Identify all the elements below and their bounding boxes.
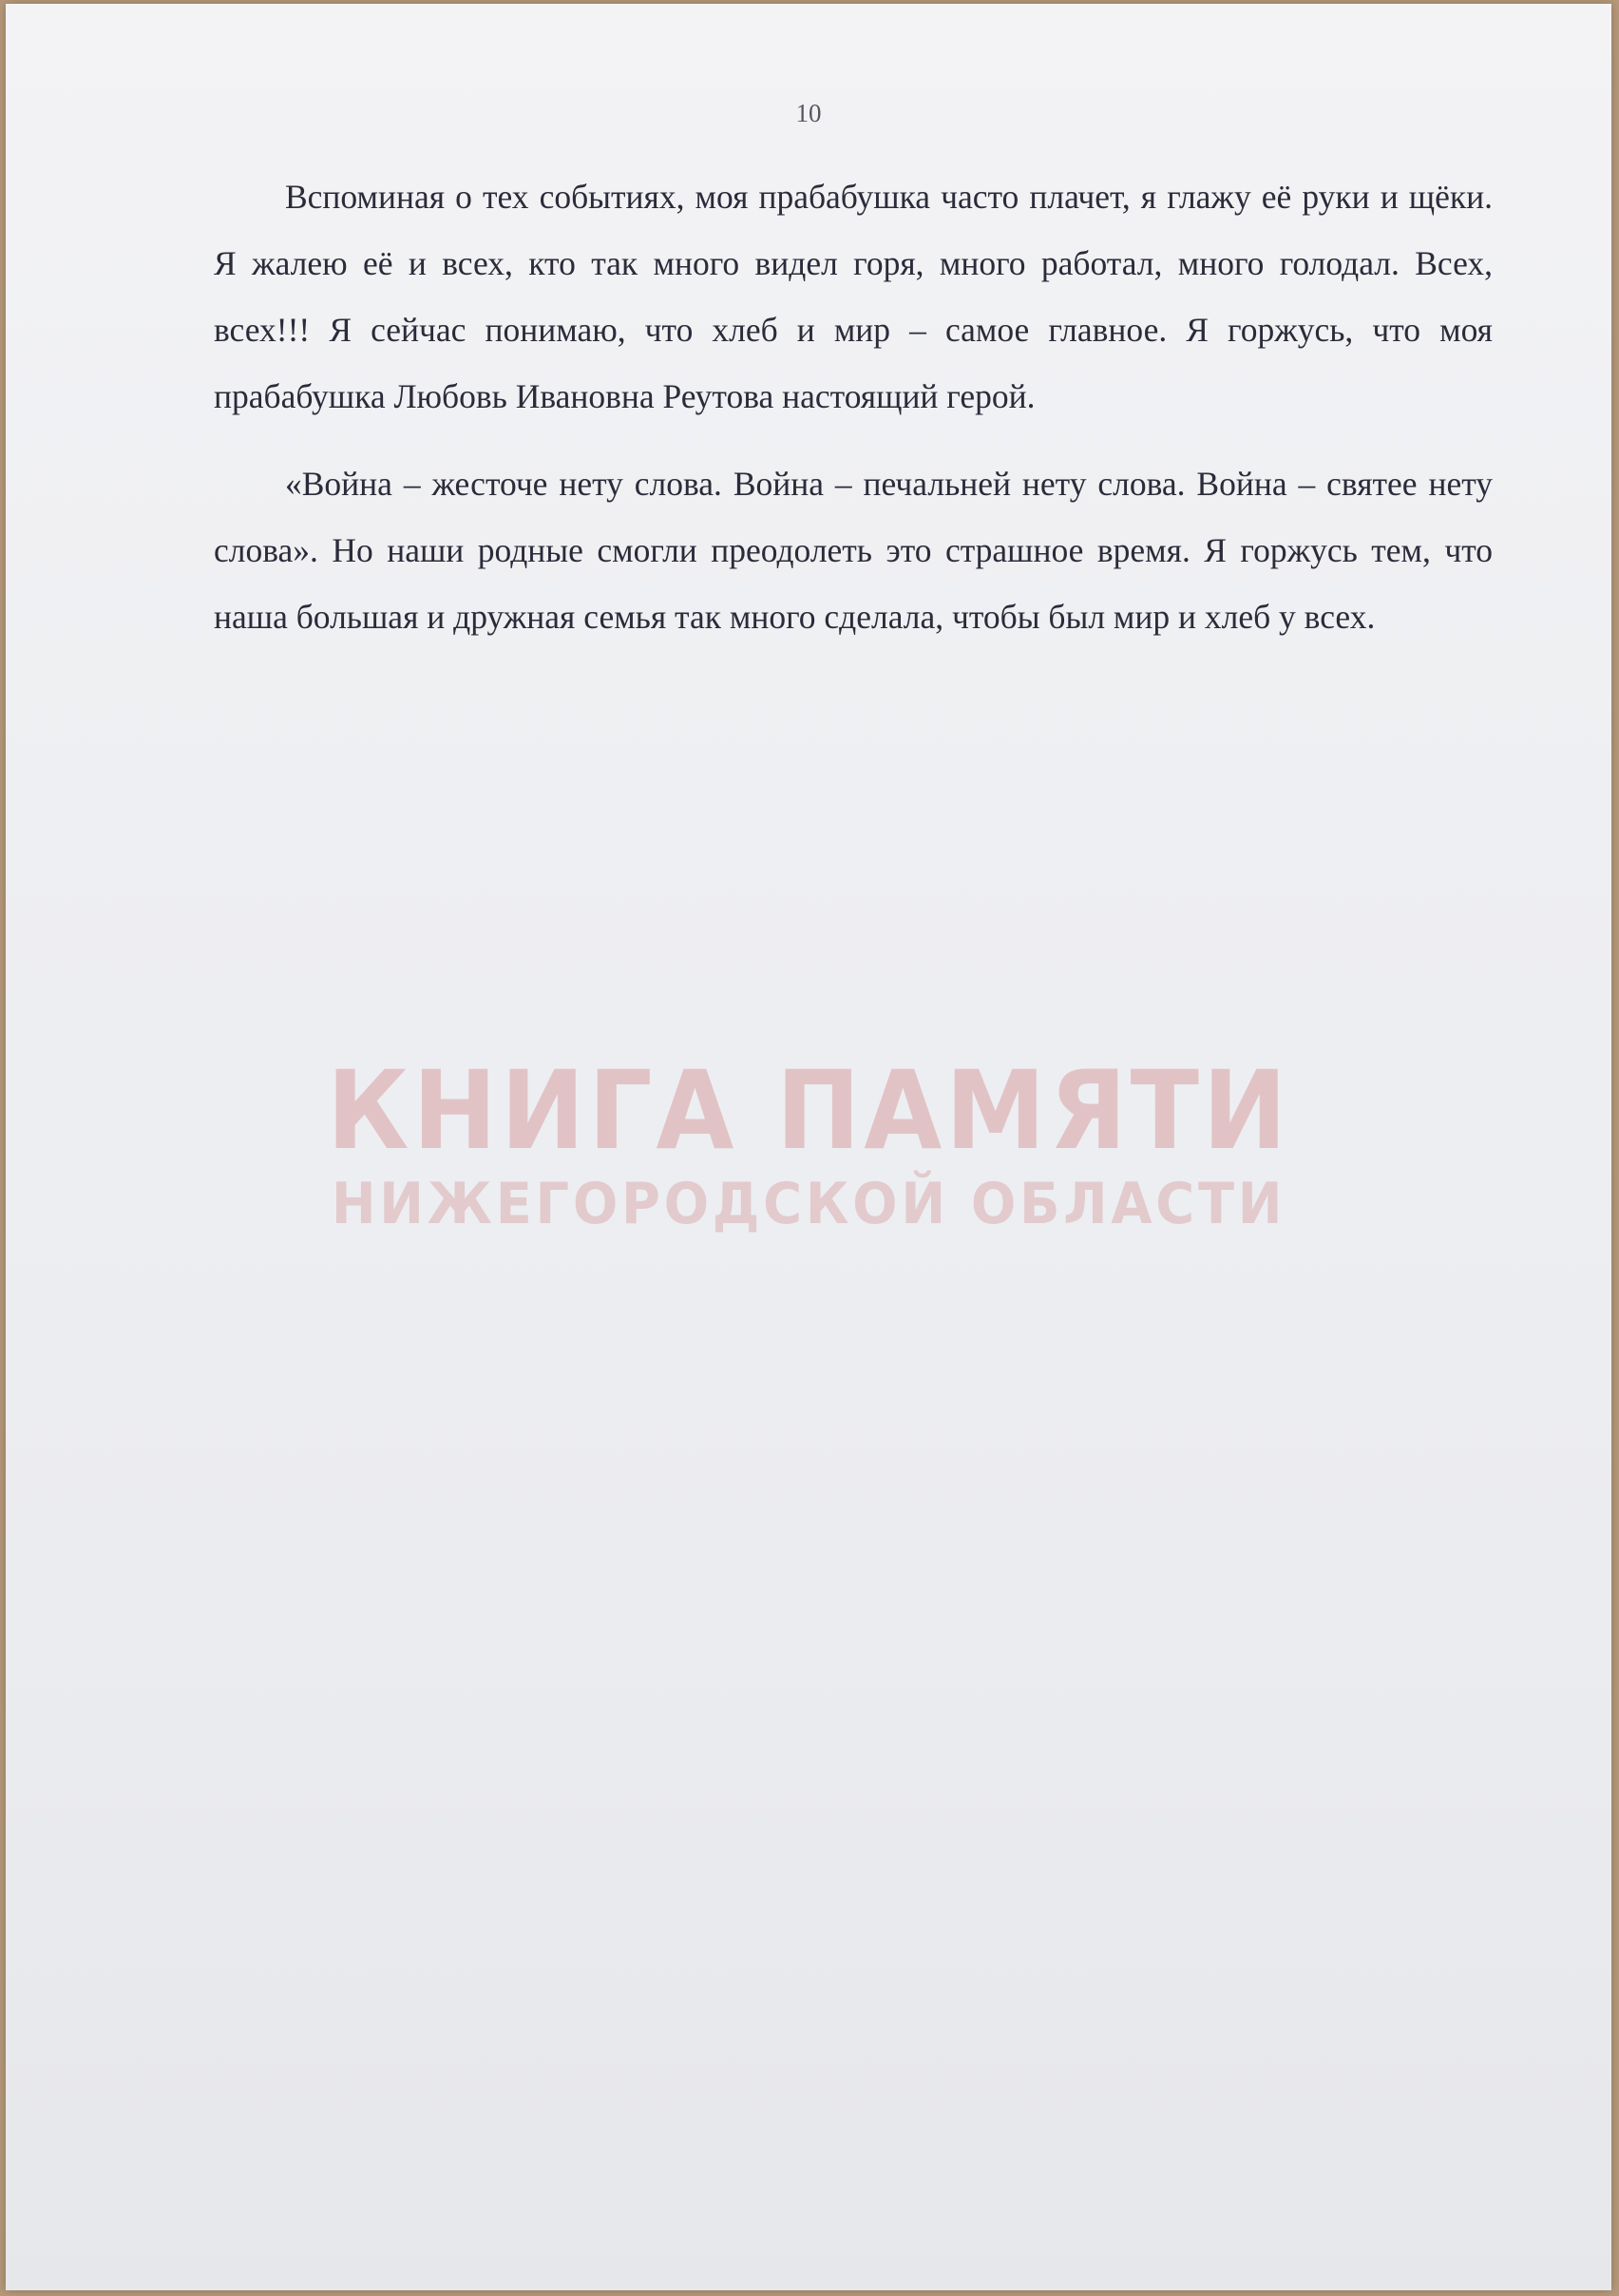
body-text — [214, 163, 1493, 650]
watermark-title: КНИГА ПАМЯТИ — [326, 1047, 1291, 1174]
watermark-subtitle: НИЖЕГОРОДСКОЙ ОБЛАСТИ — [331, 1171, 1286, 1237]
document-page — [6, 4, 1611, 2290]
paragraph-war-quote: «Война – жесточе нету слова. Война – печальней нету слова. Война – святее нету слова». Но наши родные смогли преодолеть это страшное время. Я горжусь тем, что наша большая и дружная семья так много сделала, чтобы был мир и хлеб у всех. — [214, 465, 1493, 636]
paragraph-memories: Вспоминая о тех событиях, моя прабабушка часто плачет, я глажу её руки и щёки. Я жалею её и всех, кто так много видел горя, много работал, много голодал. Всех, всех!!! Я сейчас понимаю, что хлеб и мир – самое главное. Я горжусь, что моя прабабушка Любовь Ивановна Реутова настоящий герой. — [214, 178, 1493, 415]
page-number: 10 — [795, 99, 822, 127]
